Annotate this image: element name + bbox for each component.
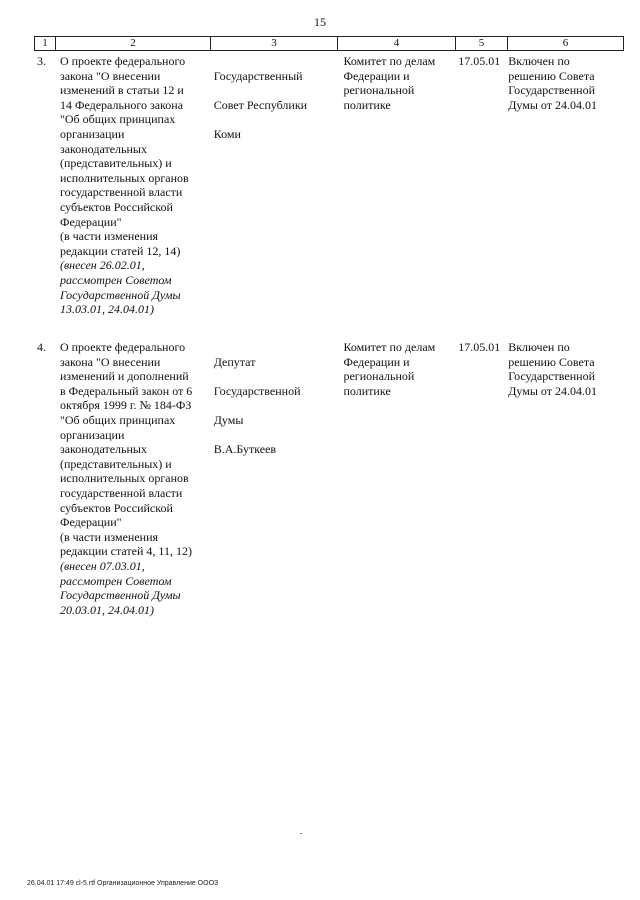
table-header-row [34, 36, 624, 51]
status [506, 340, 624, 617]
title-line: (представительных) и [59, 156, 172, 171]
table-row [34, 340, 624, 617]
initiator-line: Совет Республики [213, 97, 308, 112]
title-line: (в части изменения [59, 229, 159, 244]
title-line: Федерации" [59, 214, 122, 229]
committee [336, 340, 454, 617]
table-row [34, 54, 624, 317]
committee-line: региональной [343, 369, 415, 384]
title-line: государственной власти [59, 485, 183, 500]
committee-line: Комитет по делам [343, 340, 436, 354]
title-line: (в части изменения [59, 529, 159, 544]
committee-line: региональной [343, 83, 415, 98]
initiator [210, 54, 337, 317]
submission-note-line: Государственной Думы [59, 588, 181, 603]
status-line: Государственной [508, 369, 595, 384]
submission-note-line: рассмотрен Советом [59, 573, 172, 588]
title-line: исполнительных органов [59, 471, 189, 486]
committee [336, 54, 454, 317]
committee-line: политике [343, 97, 391, 112]
header-col-3: 3 [211, 37, 338, 50]
title-line: октября 1999 г. № 184-ФЗ [59, 398, 192, 413]
bill-title [55, 340, 210, 617]
row-number: 3. [37, 54, 46, 68]
initiator-line: Государственной [213, 383, 301, 398]
status-line: решению Совета [508, 354, 595, 369]
title-line: изменений и дополнений [59, 369, 189, 384]
deadline-date: 17.05.01 [458, 340, 501, 354]
initiator-line: Думы [213, 412, 244, 427]
status-line: Включен по [508, 340, 570, 354]
title-line: законодательных [59, 442, 147, 457]
header-col-5: 5 [456, 37, 508, 50]
submission-note-line: рассмотрен Советом [59, 272, 172, 287]
initiator-line: Государственный [213, 68, 303, 83]
title-line: государственной власти [59, 185, 183, 200]
header-col-6: 6 [562, 37, 569, 49]
status-line: Включен по [508, 54, 570, 68]
title-line: 14 Федерального закона [59, 97, 184, 112]
deadline-date: 17.05.01 [458, 54, 501, 68]
submission-note-line: 13.03.01, 24.04.01) [59, 302, 154, 317]
title-line: организации [59, 427, 125, 442]
status-line: Думы от 24.04.01 [508, 97, 597, 112]
title-line: Федерации" [59, 515, 122, 530]
status-line: решению Совета [508, 68, 595, 83]
title-line: О проекте федерального [59, 340, 186, 354]
initiator-line: Коми [213, 126, 241, 141]
title-line: изменений в статьи 12 и [59, 83, 184, 98]
header-col-2: 2 [56, 37, 211, 50]
title-line: закона "О внесении [59, 354, 161, 369]
title-line: "Об общих принципах [59, 112, 176, 127]
header-col-4: 4 [338, 37, 456, 50]
committee-line: Комитет по делам [343, 54, 436, 68]
status [506, 54, 624, 317]
status-line: Государственной [508, 83, 595, 98]
title-line: О проекте федерального [59, 54, 186, 68]
title-line: законодательных [59, 141, 147, 156]
title-line: "Об общих принципах [59, 412, 176, 427]
committee-line: Федерации и [343, 354, 410, 369]
title-line: субъектов Российской [59, 199, 173, 214]
committee-line: политике [343, 383, 391, 398]
submission-note-line: 20.03.01, 24.04.01) [59, 602, 154, 617]
submission-note-line: Государственной Думы [59, 287, 181, 302]
title-line: в Федеральный закон от 6 [59, 383, 193, 398]
initiator-line: Депутат [213, 354, 256, 369]
committee-line: Федерации и [343, 68, 410, 83]
title-line: (представительных) и [59, 456, 172, 471]
title-line: закона "О внесении [59, 68, 161, 83]
title-line: редакции статей 12, 14) [59, 243, 181, 258]
initiator [210, 340, 337, 617]
title-line: редакции статей 4, 11, 12) [59, 544, 192, 559]
initiator-line: В.А.Буткеев [213, 442, 277, 457]
title-line: субъектов Российской [59, 500, 173, 515]
submission-note-line: (внесен 07.03.01, [59, 558, 145, 573]
page-number: 15 [314, 15, 326, 29]
submission-note-line: (внесен 26.02.01, [59, 258, 145, 273]
title-line: организации [59, 126, 125, 141]
status-line: Думы от 24.04.01 [508, 383, 597, 398]
row-number: 4. [37, 340, 46, 354]
scan-speck [300, 833, 302, 834]
bill-title [55, 54, 210, 317]
document-footer: 26.04.01 17:49 cl-5.rtf Организационное Управление ОООЗ [27, 880, 219, 887]
title-line: исполнительных органов [59, 170, 189, 185]
header-col-1: 1 [35, 37, 56, 50]
